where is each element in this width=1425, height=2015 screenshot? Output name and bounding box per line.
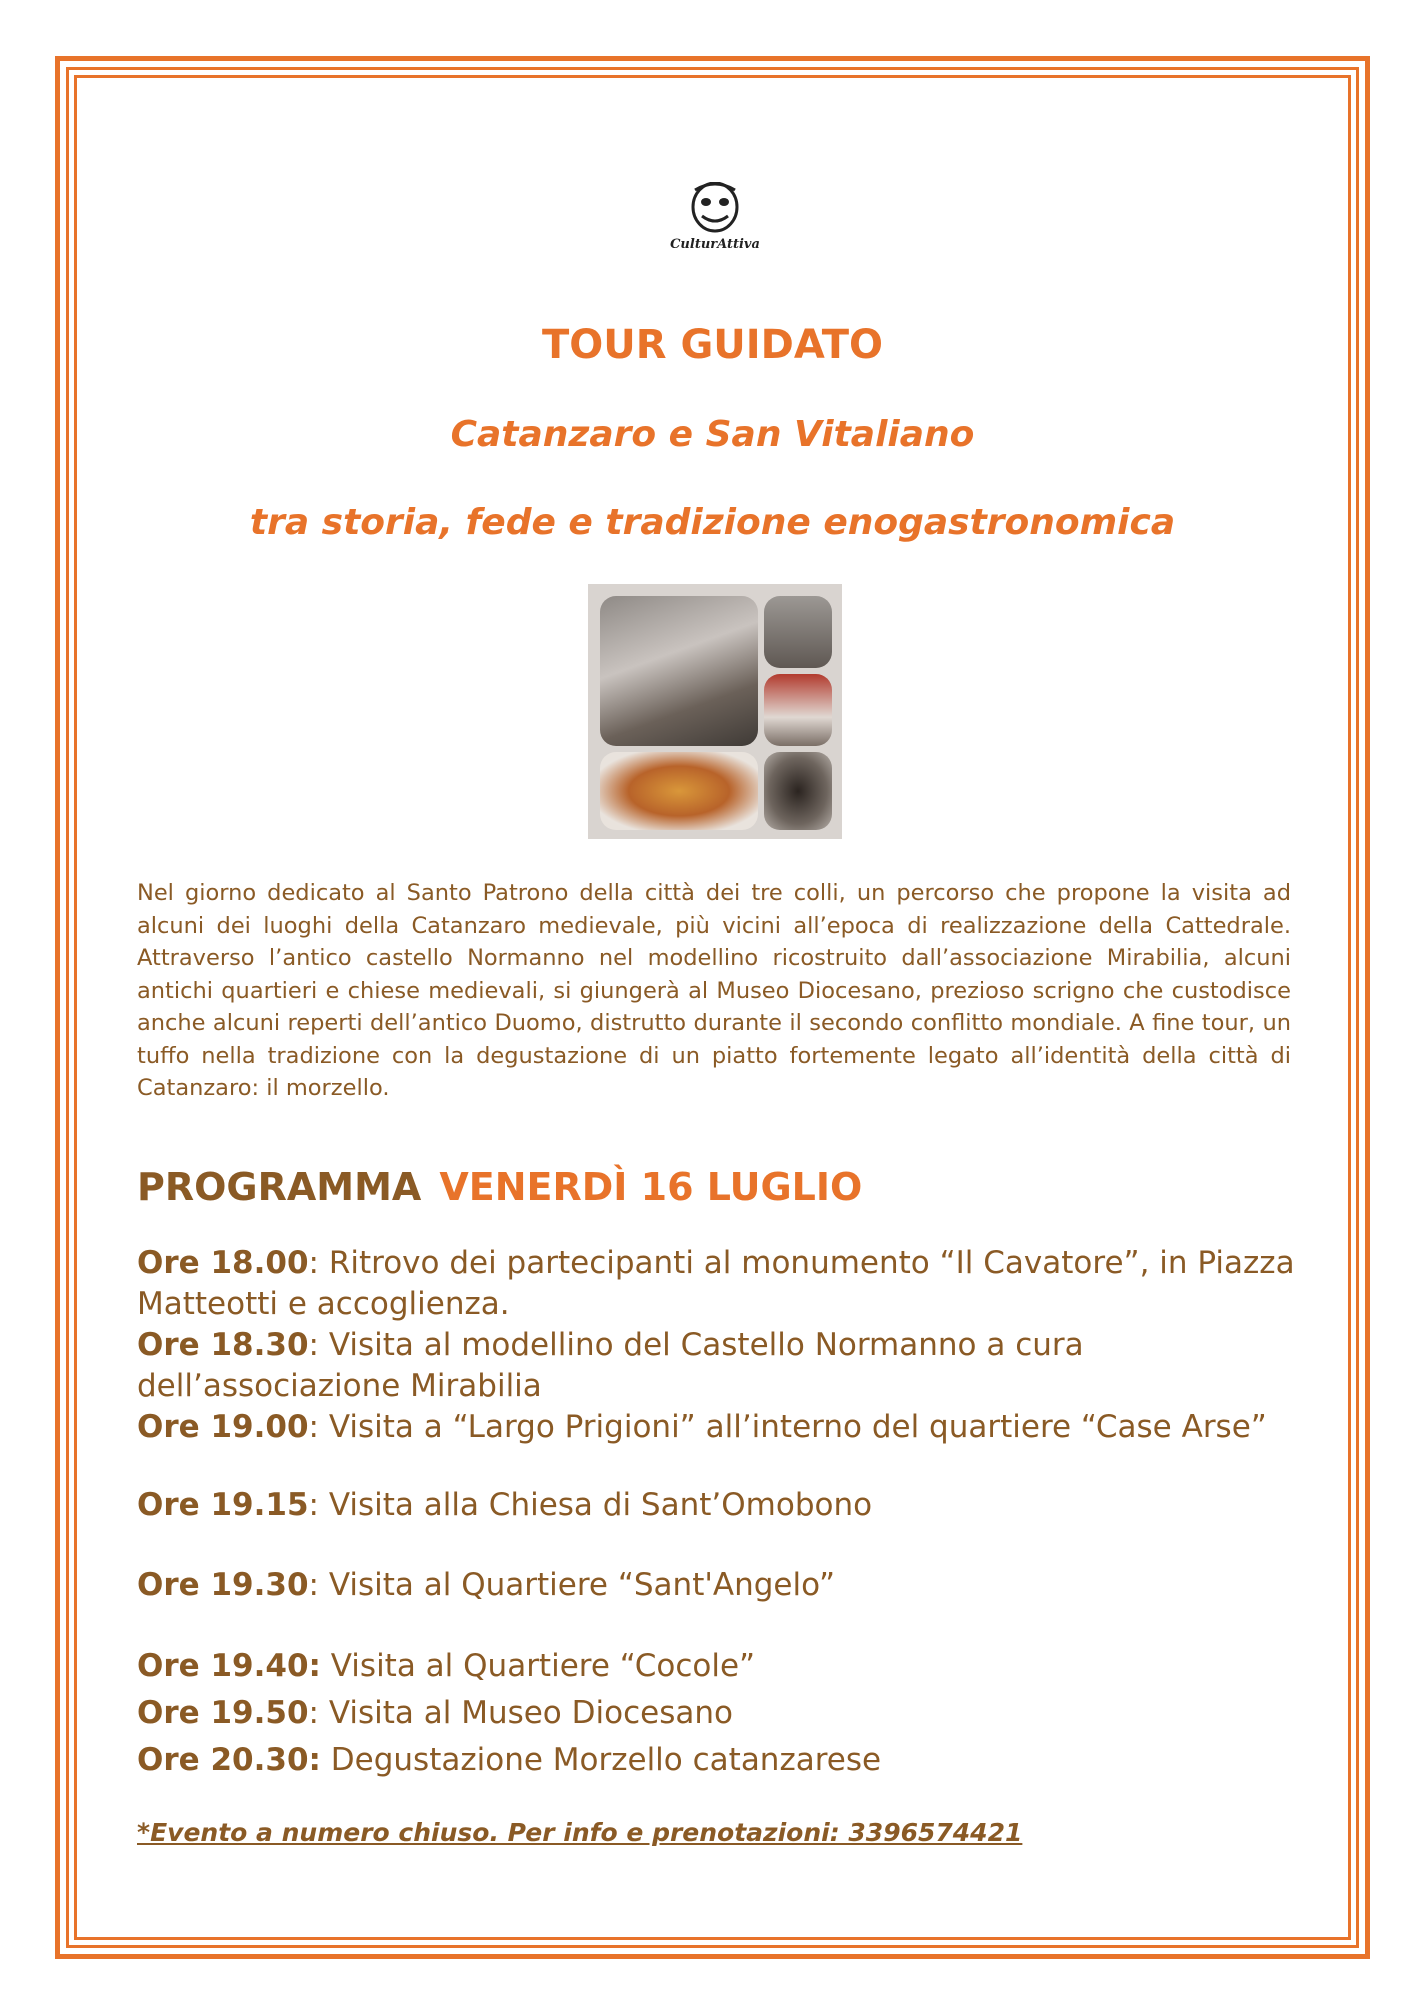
description-paragraph: Nel giorno dedicato al Santo Patrono della città dei tre colli, un percorso che propone la visita ad alcuni dei luoghi della Catanzaro medievale, più vicini all’epoca di realizzazione della Cattedrale. Attraverso l’antico castello Normanno nel modellino ricostruito dall’associazione Mirabilia, alcuni antichi quartieri e chiese medievali, si giungerà al Museo Diocesano, prezioso scrigno che custodisce anche alcuni reperti dell’antico Duomo, distrutto durante il secondo conflitto mondiale. A fine tour, un tuffo nella tradizione con la degustazione di un piatto fortemente legato all’identità della città di Catanzaro: il morzello. [137, 880, 1291, 1101]
schedule-time: Ore 19.30 [137, 1567, 309, 1603]
program-heading [137, 1165, 862, 1209]
culturattiva-logo [660, 182, 770, 262]
collage-photo-morzello [600, 752, 758, 830]
mask-face-icon [660, 182, 770, 237]
schedule-time: Ore 20.30: [137, 1742, 321, 1778]
schedule-text: Degustazione Morzello catanzarese [320, 1742, 882, 1778]
page-tagline: tra storia, fede e tradizione enogastronomica [249, 502, 1176, 543]
schedule-time: Ore 18.30 [137, 1327, 309, 1363]
booking-note: *Evento a numero chiuso. Per info e prenotazioni: 3396574421 [137, 1818, 1023, 1847]
schedule-text: Visita alla Chiesa di Sant’Omobono [318, 1487, 873, 1523]
schedule-separator: : [308, 1245, 319, 1281]
schedule-item [137, 1325, 1317, 1407]
program-label: PROGRAMMA [137, 1165, 422, 1209]
schedule-item [137, 1407, 1317, 1448]
collage-photo-street [764, 596, 832, 668]
schedule-text: Visita al modellino del Castello Normanno a cura dell’associazione Mirabilia [137, 1327, 1084, 1404]
schedule-time: Ore 19.15 [137, 1487, 309, 1523]
collage-photo-drum [764, 674, 832, 746]
page-subtitle: Catanzaro e San Vitaliano [450, 414, 975, 455]
schedule-item [137, 1565, 1317, 1606]
logo-wordmark: CulturAttiva [670, 237, 760, 252]
schedule-separator: : [308, 1695, 319, 1731]
schedule-text: Visita al Quartiere “Sant'Angelo” [318, 1567, 836, 1603]
schedule-time: Ore 19.50 [137, 1695, 309, 1731]
photo-collage [588, 584, 842, 839]
schedule-text: Visita al Museo Diocesano [318, 1695, 733, 1731]
schedule-time: Ore 19.40: [137, 1648, 321, 1684]
schedule-separator: : [308, 1567, 319, 1603]
schedule-separator: : [308, 1487, 319, 1523]
schedule-time: Ore 18.00 [137, 1245, 309, 1281]
schedule-item [137, 1243, 1317, 1325]
schedule-text: Ritrovo dei partecipanti al monumento “Il Cavatore”, in Piazza Matteotti e accoglienza. [137, 1245, 1295, 1322]
schedule-text: Visita al Quartiere “Cocole” [320, 1648, 756, 1684]
schedule-item [137, 1646, 1317, 1687]
page-title: TOUR GUIDATO [541, 322, 884, 368]
schedule-separator: : [308, 1409, 319, 1445]
schedule-item [137, 1693, 1317, 1734]
schedule-item [137, 1740, 1317, 1781]
program-date: VENERDÌ 16 LUGLIO [439, 1165, 863, 1209]
schedule-separator: : [308, 1327, 319, 1363]
collage-photo-archway [764, 752, 832, 830]
schedule-time: Ore 19.00 [137, 1409, 309, 1445]
collage-photo-saint-statue [600, 596, 758, 746]
schedule-text: Visita a “Largo Prigioni” all’interno del quartiere “Case Arse” [318, 1409, 1267, 1445]
schedule-item [137, 1485, 1317, 1526]
